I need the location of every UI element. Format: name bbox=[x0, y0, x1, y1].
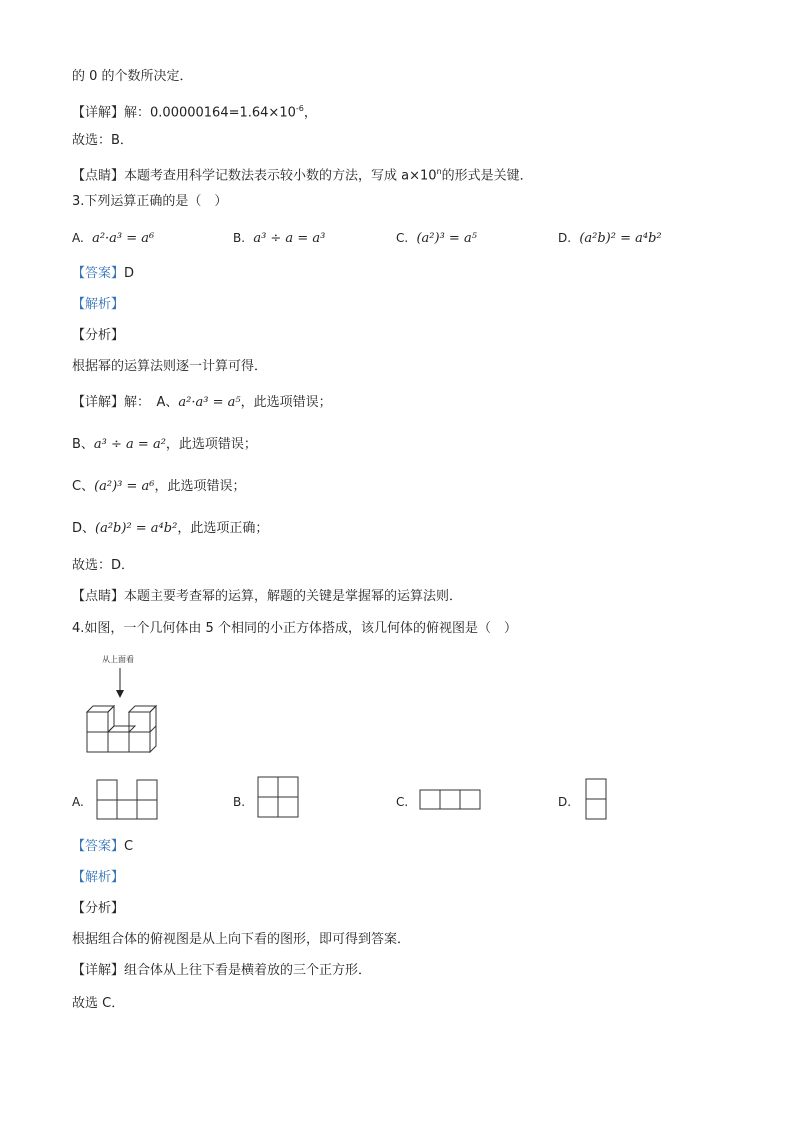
q4-answer bbox=[72, 838, 133, 856]
q4-option-b-shape bbox=[257, 776, 301, 820]
q4-option-c-label: C. bbox=[396, 795, 409, 809]
q4-analysis-tag: 【解析】 bbox=[72, 870, 125, 885]
detail-prefix: 解： A、 bbox=[124, 395, 179, 410]
q4-option-d-label: D. bbox=[558, 795, 572, 809]
q3-option-b bbox=[233, 228, 325, 249]
detail-text: 组合体从上往下看是横着放的三个正方形． bbox=[124, 963, 372, 978]
point-text: 本题主要考查幂的运算，解题的关键是掌握幂的运算法则． bbox=[124, 589, 463, 604]
q3-option-c bbox=[396, 228, 477, 249]
detail-expression: (a²b)² = a⁴b² bbox=[95, 521, 178, 536]
detail-tag: 【详解】 bbox=[72, 963, 125, 978]
answer-tag: 【答案】 bbox=[72, 839, 125, 854]
option-expression: a³ ÷ a = a³ bbox=[253, 231, 326, 246]
q3-option-d bbox=[558, 228, 662, 249]
q2-point bbox=[72, 163, 533, 185]
detail-prefix: D、 bbox=[72, 521, 96, 536]
q2-detail bbox=[72, 100, 317, 122]
answer-value: C bbox=[124, 839, 134, 854]
figure-label: 从上面看 bbox=[102, 655, 134, 664]
answer-value: D bbox=[124, 266, 135, 281]
q4-option-a-shape bbox=[96, 779, 160, 821]
option-expression: (a²)³ = a⁵ bbox=[416, 231, 477, 246]
q2-choose: 故选：B． bbox=[72, 133, 133, 148]
q4-detail bbox=[72, 962, 371, 980]
cube-figure bbox=[82, 652, 162, 756]
q4-option-d-shape bbox=[585, 778, 609, 822]
text-line: 的 0 的个数所决定． bbox=[72, 69, 193, 84]
q4-option-b-label: B. bbox=[233, 795, 246, 809]
detail-note: ，此选项正确； bbox=[177, 521, 269, 536]
q4-analysis: 根据组合体的俯视图是从上向下看的图形，即可得到答案． bbox=[72, 932, 411, 947]
arrow-down-icon bbox=[116, 690, 124, 698]
q3-detail-b bbox=[72, 436, 257, 454]
detail-note: ，此选项错误； bbox=[154, 479, 246, 494]
option-label: B. bbox=[233, 231, 246, 245]
detail-end: ， bbox=[303, 105, 317, 121]
detail-exponent: -6 bbox=[295, 104, 304, 113]
point-text-end: 的形式是关键． bbox=[441, 168, 533, 184]
detail-expression: a³ ÷ a = a² bbox=[93, 437, 166, 452]
point-exponent: n bbox=[436, 167, 442, 176]
option-label: A. bbox=[72, 231, 84, 245]
q3-choose: 故选：D． bbox=[72, 558, 135, 573]
q3-analyze-tag: 【分析】 bbox=[72, 328, 125, 343]
q3-detail-a bbox=[72, 394, 332, 412]
detail-note: ，此选项错误； bbox=[165, 437, 257, 452]
q4-choose: 故选 C． bbox=[72, 996, 125, 1011]
point-text: 本题考查用科学记数法表示较小数的方法，写成 a×10 bbox=[124, 168, 437, 184]
point-tag: 【点睛】 bbox=[72, 168, 125, 184]
q4-option-a-label: A. bbox=[72, 795, 84, 809]
q3-analysis: 根据幂的运算法则逐一计算可得． bbox=[72, 359, 268, 374]
detail-expression: a²·a³ = a⁵ bbox=[178, 395, 241, 410]
q4-title: 4.如图，一个几何体由 5 个相同的小正方体搭成，该几何体的俯视图是（ ） bbox=[72, 621, 517, 636]
q3-option-a bbox=[72, 228, 154, 249]
detail-tag: 【详解】 bbox=[72, 395, 125, 410]
q4-option-c-shape bbox=[419, 789, 483, 811]
detail-note: ，此选项错误； bbox=[240, 395, 332, 410]
q4-analyze-tag: 【分析】 bbox=[72, 901, 125, 916]
option-label: D. bbox=[558, 231, 572, 245]
detail-prefix: B、 bbox=[72, 437, 94, 452]
detail-prefix: C、 bbox=[72, 479, 95, 494]
q3-detail-c bbox=[72, 478, 246, 496]
q3-title: 3.下列运算正确的是（ ） bbox=[72, 194, 228, 209]
option-expression: (a²b)² = a⁴b² bbox=[579, 231, 662, 246]
q3-detail-d bbox=[72, 520, 268, 538]
option-label: C. bbox=[396, 231, 409, 245]
option-expression: a²·a³ = a⁶ bbox=[92, 231, 155, 246]
q3-analysis-tag: 【解析】 bbox=[72, 297, 125, 312]
q3-point bbox=[72, 588, 462, 606]
detail-tag: 【详解】 bbox=[72, 105, 125, 121]
answer-tag: 【答案】 bbox=[72, 266, 125, 281]
point-tag: 【点睛】 bbox=[72, 589, 125, 604]
detail-expression: (a²)³ = a⁶ bbox=[94, 479, 155, 494]
q3-answer bbox=[72, 265, 134, 283]
detail-text: 解：0.00000164=1.64×10 bbox=[124, 105, 296, 121]
